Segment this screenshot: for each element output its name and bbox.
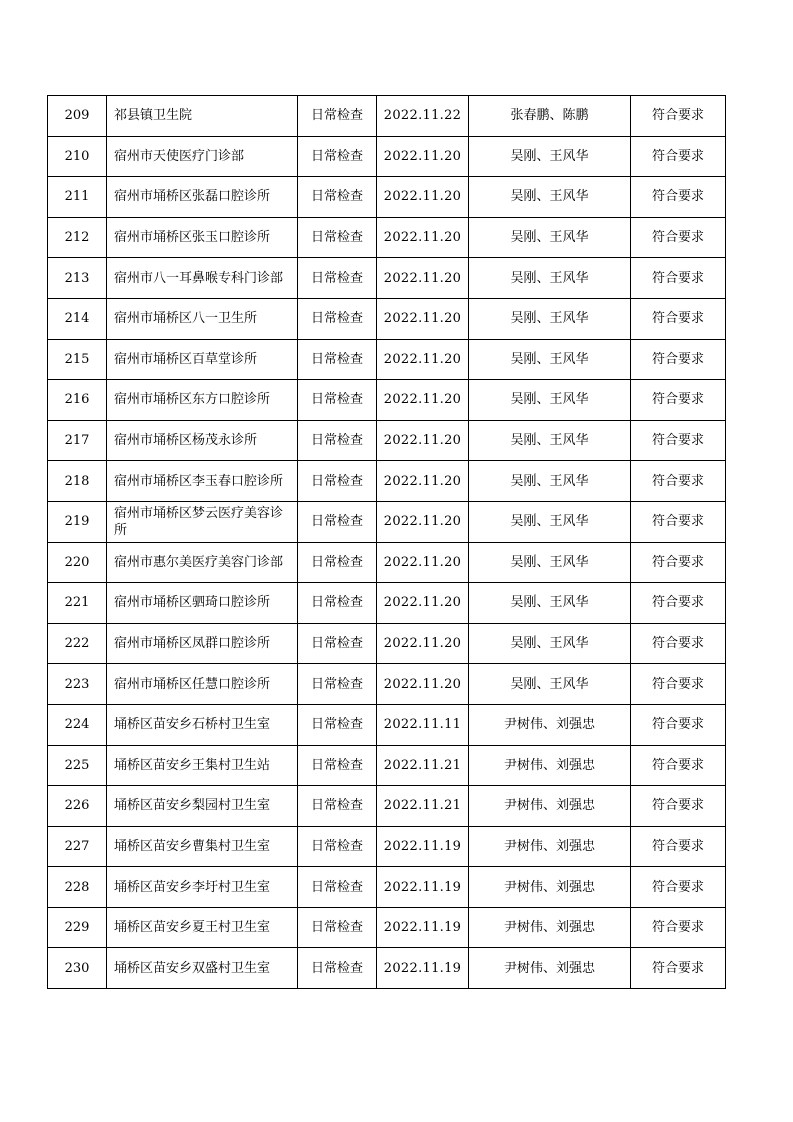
row-number-cell: 220 (48, 542, 107, 583)
inspectors-cell: 吴刚、王风华 (469, 258, 631, 299)
inspection-date-cell: 2022.11.19 (377, 867, 469, 908)
inspectors-cell: 吴刚、王风华 (469, 623, 631, 664)
inspection-type-cell: 日常检查 (298, 501, 377, 542)
table-row (48, 907, 726, 948)
table-row (48, 664, 726, 705)
facility-name-cell: 埇桥区苗安乡梨园村卫生室 (107, 786, 298, 827)
table-body (48, 96, 726, 989)
inspection-type-cell: 日常检查 (298, 826, 377, 867)
table-row (48, 867, 726, 908)
table-row (48, 420, 726, 461)
inspectors-cell: 尹树伟、刘强忠 (469, 907, 631, 948)
row-number-cell: 214 (48, 298, 107, 339)
inspection-result-cell: 符合要求 (631, 542, 726, 583)
facility-name-cell: 宿州市天使医疗门诊部 (107, 136, 298, 177)
inspection-result-cell: 符合要求 (631, 623, 726, 664)
row-number-cell: 219 (48, 501, 107, 542)
inspectors-cell: 吴刚、王风华 (469, 136, 631, 177)
inspection-result-cell: 符合要求 (631, 96, 726, 137)
inspection-date-cell: 2022.11.19 (377, 948, 469, 989)
row-number-cell: 221 (48, 583, 107, 624)
inspection-date-cell: 2022.11.20 (377, 380, 469, 421)
inspectors-cell: 尹树伟、刘强忠 (469, 867, 631, 908)
inspectors-cell: 吴刚、王风华 (469, 380, 631, 421)
table-row (48, 583, 726, 624)
table-row (48, 542, 726, 583)
inspection-date-cell: 2022.11.21 (377, 745, 469, 786)
inspection-type-cell: 日常检查 (298, 339, 377, 380)
row-number-cell: 228 (48, 867, 107, 908)
table-row (48, 948, 726, 989)
inspectors-cell: 吴刚、王风华 (469, 583, 631, 624)
inspection-type-cell: 日常检查 (298, 704, 377, 745)
inspection-result-cell: 符合要求 (631, 948, 726, 989)
inspection-result-cell: 符合要求 (631, 583, 726, 624)
inspection-result-cell: 符合要求 (631, 298, 726, 339)
inspection-result-cell: 符合要求 (631, 136, 726, 177)
inspectors-cell: 尹树伟、刘强忠 (469, 826, 631, 867)
inspectors-cell: 尹树伟、刘强忠 (469, 745, 631, 786)
facility-name-cell: 宿州市埇桥区东方口腔诊所 (107, 380, 298, 421)
inspection-result-cell: 符合要求 (631, 380, 726, 421)
inspectors-cell: 尹树伟、刘强忠 (469, 704, 631, 745)
inspection-result-cell: 符合要求 (631, 217, 726, 258)
facility-name-cell: 宿州市埇桥区凤群口腔诊所 (107, 623, 298, 664)
inspection-date-cell: 2022.11.20 (377, 298, 469, 339)
inspection-result-cell: 符合要求 (631, 786, 726, 827)
row-number-cell: 224 (48, 704, 107, 745)
inspectors-cell: 吴刚、王风华 (469, 177, 631, 218)
facility-name-cell: 宿州市埇桥区梦云医疗美容诊所 (107, 501, 298, 542)
inspection-result-cell: 符合要求 (631, 177, 726, 218)
inspection-type-cell: 日常检查 (298, 583, 377, 624)
table-row (48, 704, 726, 745)
inspectors-cell: 吴刚、王风华 (469, 339, 631, 380)
table-row (48, 258, 726, 299)
row-number-cell: 223 (48, 664, 107, 705)
inspection-result-cell: 符合要求 (631, 501, 726, 542)
inspection-result-cell: 符合要求 (631, 420, 726, 461)
row-number-cell: 226 (48, 786, 107, 827)
row-number-cell: 216 (48, 380, 107, 421)
inspection-result-cell: 符合要求 (631, 461, 726, 502)
inspection-date-cell: 2022.11.22 (377, 96, 469, 137)
table-row (48, 826, 726, 867)
inspection-type-cell: 日常检查 (298, 380, 377, 421)
inspection-type-cell: 日常检查 (298, 461, 377, 502)
facility-name-cell: 祁县镇卫生院 (107, 96, 298, 137)
table-row (48, 217, 726, 258)
inspection-type-cell: 日常检查 (298, 298, 377, 339)
inspection-result-cell: 符合要求 (631, 664, 726, 705)
inspectors-cell: 尹树伟、刘强忠 (469, 948, 631, 989)
table-row (48, 501, 726, 542)
facility-name-cell: 埇桥区苗安乡王集村卫生站 (107, 745, 298, 786)
row-number-cell: 217 (48, 420, 107, 461)
inspection-table (47, 95, 726, 989)
table-row (48, 298, 726, 339)
facility-name-cell: 埇桥区苗安乡双盛村卫生室 (107, 948, 298, 989)
table-row (48, 461, 726, 502)
facility-name-cell: 宿州市埇桥区张玉口腔诊所 (107, 217, 298, 258)
table-row (48, 136, 726, 177)
inspection-type-cell: 日常检查 (298, 948, 377, 989)
row-number-cell: 230 (48, 948, 107, 989)
row-number-cell: 211 (48, 177, 107, 218)
inspection-result-cell: 符合要求 (631, 826, 726, 867)
facility-name-cell: 埇桥区苗安乡曹集村卫生室 (107, 826, 298, 867)
inspection-date-cell: 2022.11.19 (377, 826, 469, 867)
row-number-cell: 213 (48, 258, 107, 299)
inspection-date-cell: 2022.11.20 (377, 583, 469, 624)
inspection-type-cell: 日常检查 (298, 664, 377, 705)
table-row (48, 96, 726, 137)
row-number-cell: 218 (48, 461, 107, 502)
inspection-type-cell: 日常检查 (298, 96, 377, 137)
inspection-type-cell: 日常检查 (298, 907, 377, 948)
inspection-type-cell: 日常检查 (298, 420, 377, 461)
inspection-type-cell: 日常检查 (298, 745, 377, 786)
inspection-date-cell: 2022.11.20 (377, 136, 469, 177)
inspection-date-cell: 2022.11.20 (377, 258, 469, 299)
inspection-type-cell: 日常检查 (298, 623, 377, 664)
inspection-date-cell: 2022.11.20 (377, 339, 469, 380)
facility-name-cell: 宿州市埇桥区百草堂诊所 (107, 339, 298, 380)
row-number-cell: 210 (48, 136, 107, 177)
facility-name-cell: 宿州市埇桥区驷琦口腔诊所 (107, 583, 298, 624)
facility-name-cell: 埇桥区苗安乡李圩村卫生室 (107, 867, 298, 908)
inspectors-cell: 吴刚、王风华 (469, 501, 631, 542)
inspection-date-cell: 2022.11.20 (377, 664, 469, 705)
table-row (48, 786, 726, 827)
facility-name-cell: 宿州市埇桥区张磊口腔诊所 (107, 177, 298, 218)
facility-name-cell: 宿州市埇桥区八一卫生所 (107, 298, 298, 339)
inspection-result-cell: 符合要求 (631, 907, 726, 948)
inspection-date-cell: 2022.11.20 (377, 623, 469, 664)
inspectors-cell: 张春鹏、陈鹏 (469, 96, 631, 137)
facility-name-cell: 宿州市埇桥区李玉春口腔诊所 (107, 461, 298, 502)
facility-name-cell: 埇桥区苗安乡夏王村卫生室 (107, 907, 298, 948)
inspection-type-cell: 日常检查 (298, 177, 377, 218)
inspection-date-cell: 2022.11.20 (377, 420, 469, 461)
table-row (48, 623, 726, 664)
row-number-cell: 225 (48, 745, 107, 786)
row-number-cell: 222 (48, 623, 107, 664)
inspectors-cell: 吴刚、王风华 (469, 461, 631, 502)
inspection-type-cell: 日常检查 (298, 542, 377, 583)
table-row (48, 745, 726, 786)
inspectors-cell: 吴刚、王风华 (469, 542, 631, 583)
facility-name-cell: 宿州市惠尔美医疗美容门诊部 (107, 542, 298, 583)
table-row (48, 380, 726, 421)
inspection-date-cell: 2022.11.21 (377, 786, 469, 827)
facility-name-cell: 宿州市八一耳鼻喉专科门诊部 (107, 258, 298, 299)
inspection-result-cell: 符合要求 (631, 258, 726, 299)
inspection-date-cell: 2022.11.20 (377, 501, 469, 542)
inspectors-cell: 尹树伟、刘强忠 (469, 786, 631, 827)
inspection-type-cell: 日常检查 (298, 867, 377, 908)
row-number-cell: 209 (48, 96, 107, 137)
inspectors-cell: 吴刚、王风华 (469, 664, 631, 705)
inspection-result-cell: 符合要求 (631, 867, 726, 908)
row-number-cell: 229 (48, 907, 107, 948)
inspection-type-cell: 日常检查 (298, 217, 377, 258)
inspectors-cell: 吴刚、王风华 (469, 298, 631, 339)
inspection-result-cell: 符合要求 (631, 745, 726, 786)
table-row (48, 177, 726, 218)
row-number-cell: 227 (48, 826, 107, 867)
facility-name-cell: 埇桥区苗安乡石桥村卫生室 (107, 704, 298, 745)
row-number-cell: 215 (48, 339, 107, 380)
inspection-date-cell: 2022.11.20 (377, 461, 469, 502)
inspection-result-cell: 符合要求 (631, 339, 726, 380)
facility-name-cell: 宿州市埇桥区杨茂永诊所 (107, 420, 298, 461)
inspectors-cell: 吴刚、王风华 (469, 217, 631, 258)
inspection-type-cell: 日常检查 (298, 786, 377, 827)
inspection-result-cell: 符合要求 (631, 704, 726, 745)
table-row (48, 339, 726, 380)
inspection-date-cell: 2022.11.20 (377, 542, 469, 583)
inspection-date-cell: 2022.11.20 (377, 217, 469, 258)
facility-name-cell: 宿州市埇桥区任慧口腔诊所 (107, 664, 298, 705)
inspection-date-cell: 2022.11.20 (377, 177, 469, 218)
inspection-type-cell: 日常检查 (298, 258, 377, 299)
inspection-type-cell: 日常检查 (298, 136, 377, 177)
inspection-date-cell: 2022.11.11 (377, 704, 469, 745)
inspectors-cell: 吴刚、王风华 (469, 420, 631, 461)
inspection-date-cell: 2022.11.19 (377, 907, 469, 948)
row-number-cell: 212 (48, 217, 107, 258)
